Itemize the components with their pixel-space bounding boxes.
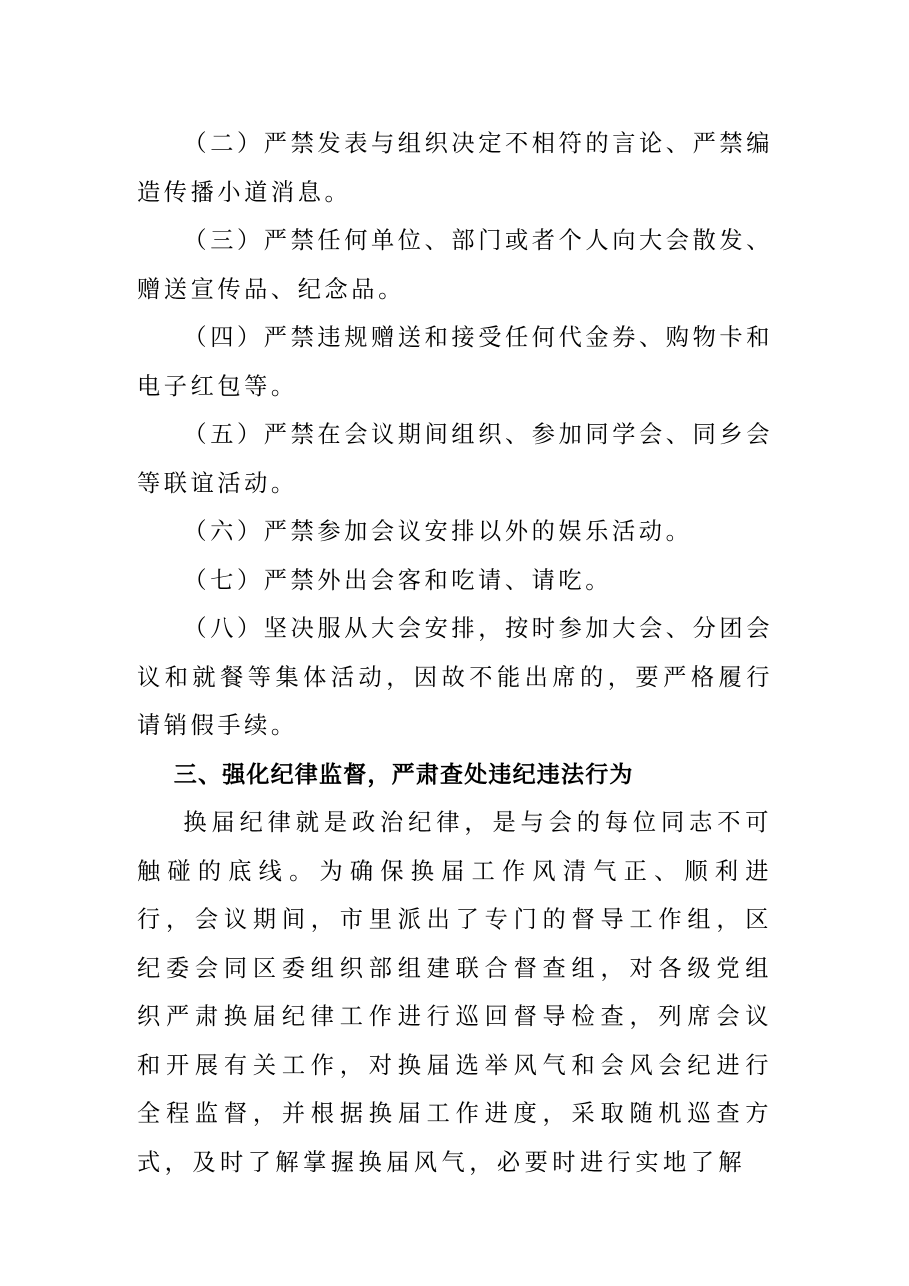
- paragraph-item-8: （八）坚决服从大会安排，按时参加大会、分团会议和就餐等集体活动，因故不能出席的，要严格履行请销假手续。: [137, 615, 773, 739]
- paragraph-item-4: （四）严禁违规赠送和接受任何代金券、购物卡和电子红包等。: [137, 324, 773, 400]
- paragraph-item-3: （三）严禁任何单位、部门或者个人向大会散发、赠送宣传品、纪念品。: [137, 227, 773, 303]
- section-heading: 三、强化纪律监督，严肃查处违纪违法行为: [173, 761, 634, 788]
- document-body: [137, 120, 773, 1187]
- paragraph-item-7: （七）严禁外出会客和吃请、请吃。: [183, 566, 612, 594]
- paragraph-item-6: （六）严禁参加会议安排以外的娱乐活动。: [183, 518, 693, 545]
- paragraph-item-2: （二）严禁发表与组织决定不相符的言论、严禁编造传播小道消息。: [137, 130, 773, 206]
- paragraph-item-5: （五）严禁在会议期间组织、参加同学会、同乡会等联谊活动。: [137, 421, 773, 497]
- section-body-paragraph: 换届纪律就是政治纪律，是与会的每位同志不可触碰的底线。为确保换届工作风清气正、顺利进行，会议期间，市里派出了专门的督导工作组，区纪委会同区委组织部组建联合督查组，对各级党组织严肃换届纪律工作进行巡回督导检查，列席会议和开展有关工作，对换届选举风气和会风会纪进行全程监督，并根据换届工作进度，采取随机巡查方式，及时了解掌握换届风气，必要时进行实地了解: [137, 809, 773, 1176]
